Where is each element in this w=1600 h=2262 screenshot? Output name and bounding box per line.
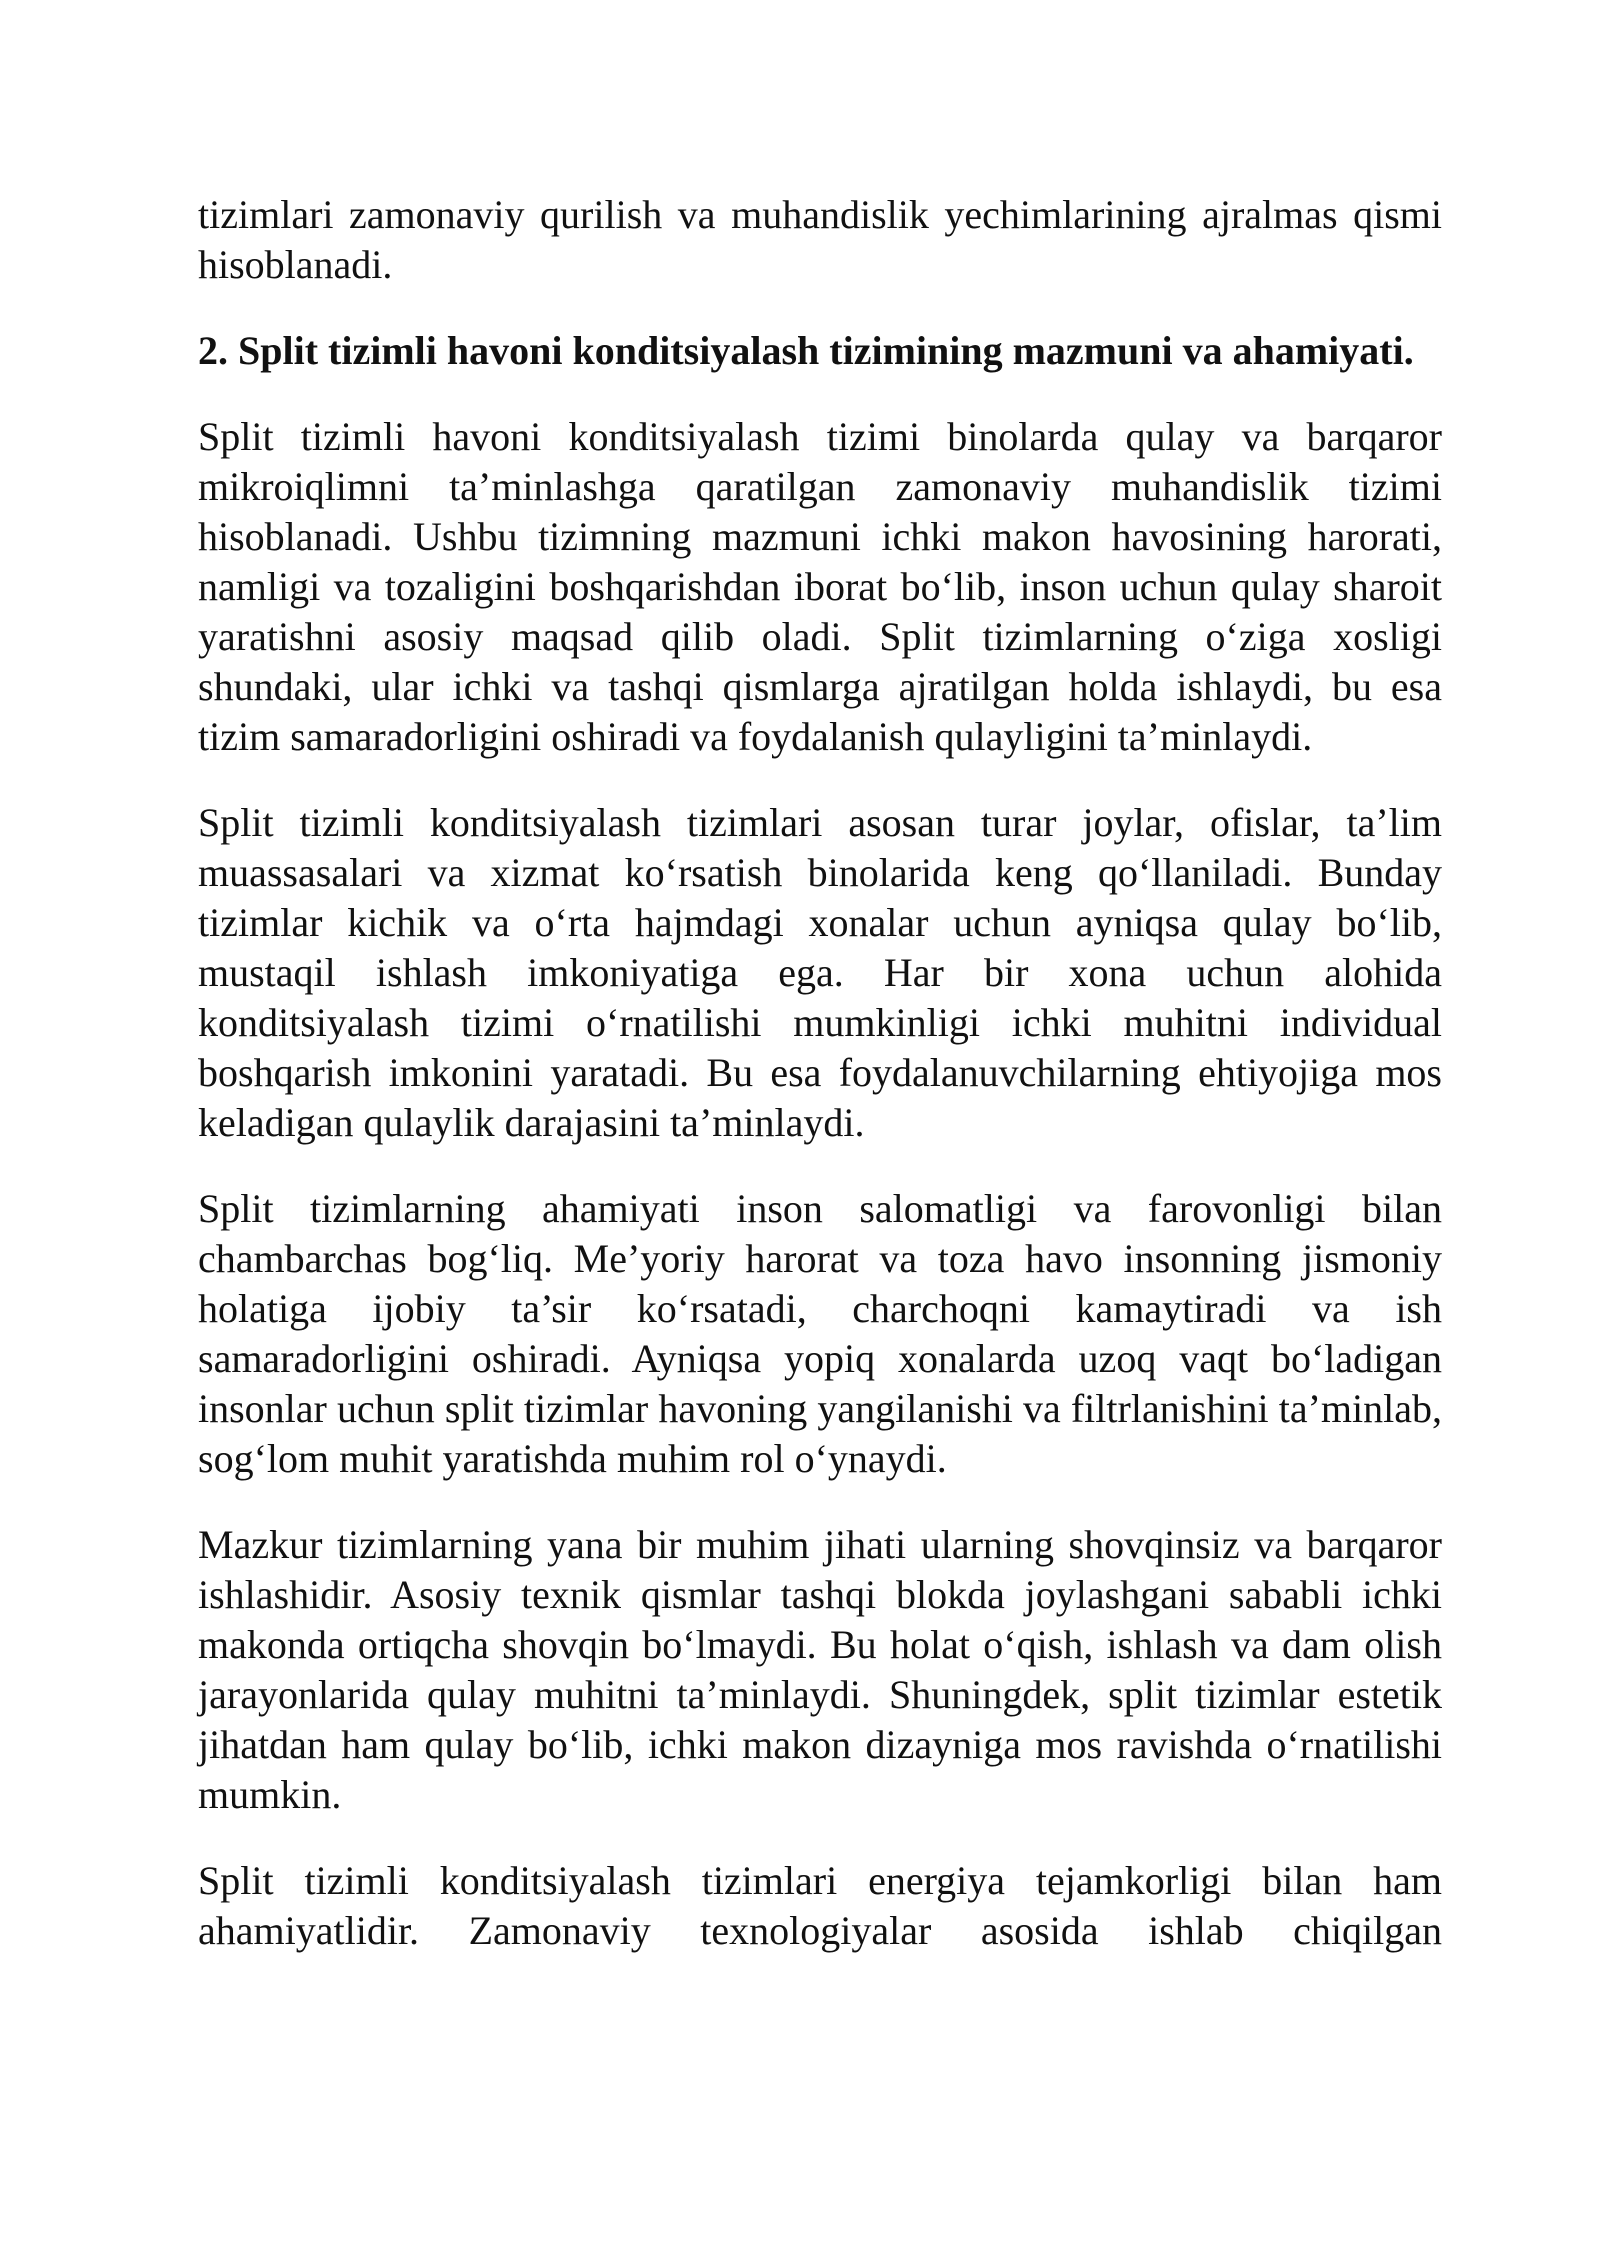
paragraph-5: Split tizimli konditsiyalash tizimlari energiya tejamkorligi bilan ham ahamiyatlidir. Zamonaviy texnologiyalar asosida ishlab chiqilgan (198, 1858, 1442, 1953)
section-heading: 2. Split tizimli havoni konditsiyalash tizimining mazmuni va ahamiyati. (198, 328, 1414, 373)
paragraph-2: Split tizimli konditsiyalash tizimlari asosan turar joylar, ofislar, ta’lim muassasalari va xizmat ko‘rsatish binolarida keng qo‘llaniladi. Bunday tizimlar kichik va o‘rta hajmdagi xonalar uchun ayniqsa qulay bo‘lib, mustaqil ishlash imkoniyatiga ega. Har bir xona uchun alohida konditsiyalash tizimi o‘rnatilishi mumkinligi ichki muhitni individual boshqarish imkonini yaratadi. Bu esa foydalanuvchilarning ehtiyojiga mos keladigan qulaylik darajasini ta’minlaydi. (198, 800, 1442, 1145)
paragraph-1: Split tizimli havoni konditsiyalash tizimi binolarda qulay va barqaror mikroiqlimni ta’minlashga qaratilgan zamonaviy muhandislik tizimi hisoblanadi. Ushbu tizimning mazmuni ichki makon havosining harorati, namligi va tozaligini boshqarishdan iborat bo‘lib, inson uchun qulay sharoit yaratishni asosiy maqsad qilib oladi. Split tizimlarning o‘ziga xosligi shundaki, ular ichki va tashqi qismlarga ajratilgan holda ishlaydi, bu esa tizim samaradorligini oshiradi va foydalanish qulayligini ta’minlaydi. (198, 414, 1442, 759)
paragraph-3: Split tizimlarning ahamiyati inson salomatligi va farovonligi bilan chambarchas bog‘liq. Me’yoriy harorat va toza havo insonning jismoniy holatiga ijobiy ta’sir ko‘rsatadi, charchoqni kamaytiradi va ish samaradorligini oshiradi. Ayniqsa yopiq xonalarda uzoq vaqt bo‘ladigan insonlar uchun split tizimlar havoning yangilanishi va filtrlanishini ta’minlab, sog‘lom muhit yaratishda muhim rol o‘ynaydi. (198, 1186, 1442, 1481)
document-body (198, 190, 1442, 1956)
paragraph-continuation: tizimlari zamonaviy qurilish va muhandislik yechimlarining ajralmas qismi hisoblanadi. (198, 192, 1442, 287)
paragraph-4: Mazkur tizimlarning yana bir muhim jihati ularning shovqinsiz va barqaror ishlashidir. Asosiy texnik qismlar tashqi blokda joylashgani sababli ichki makonda ortiqcha shovqin bo‘lmaydi. Bu holat o‘qish, ishlash va dam olish jarayonlarida qulay muhitni ta’minlaydi. Shuningdek, split tizimlar estetik jihatdan ham qulay bo‘lib, ichki makon dizayniga mos ravishda o‘rnatilishi mumkin. (198, 1522, 1442, 1817)
